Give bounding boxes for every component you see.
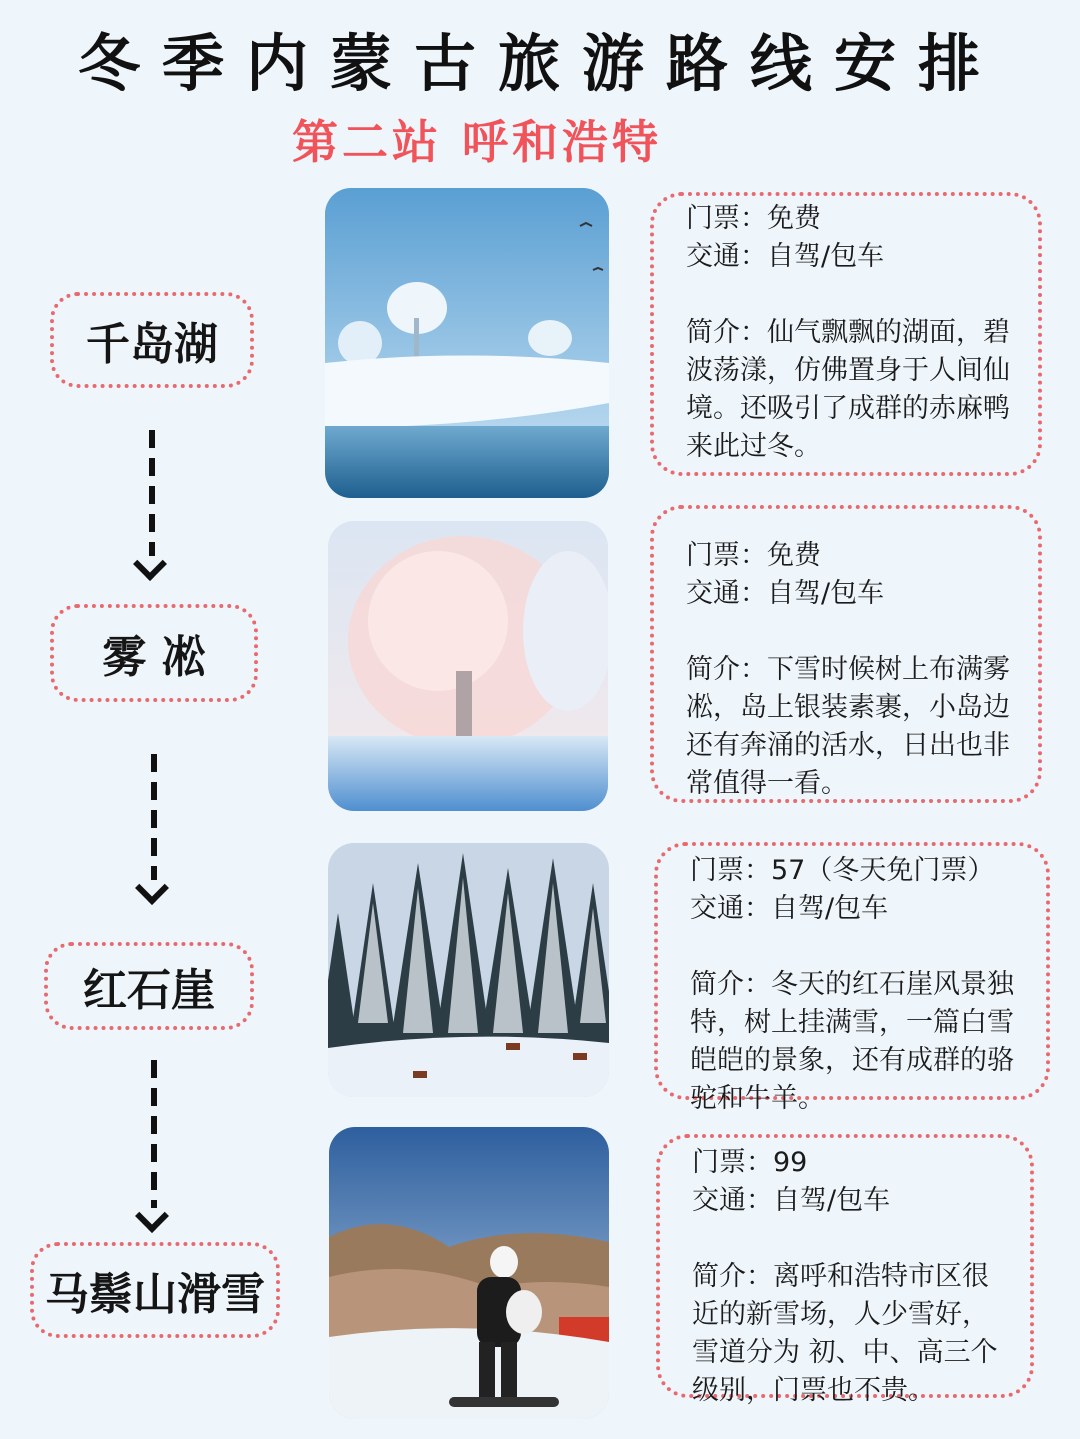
- info-card-mazongshan: [656, 1134, 1034, 1406]
- rime-tree-icon: [328, 521, 608, 811]
- description-text: 简介：冬天的红石崖风景独特，树上挂满雪，一篇白雪皑皑的景象，还有成群的骆驼和牛羊。: [690, 969, 1014, 1114]
- stop-label-qiandaohu: 千岛湖: [50, 292, 254, 388]
- stop-label-mazongshan: 马鬃山滑雪: [30, 1242, 280, 1338]
- ticket-text: 门票：免费: [686, 540, 821, 571]
- ticket-text: 门票：免费: [686, 203, 821, 234]
- arrow-down-icon: [134, 430, 170, 578]
- info-card-hongshiya: [654, 842, 1050, 1114]
- arrow-down-icon: [136, 1060, 172, 1230]
- description-text: 简介：下雪时候树上布满雾凇，岛上银装素裹，小岛边还有奔涌的活水，日出也非常值得一看。: [686, 654, 1010, 799]
- stop-label-hongshiya: 红石崖: [44, 942, 254, 1030]
- frozen-lake-icon: [325, 188, 609, 498]
- info-card-wusong: [650, 505, 1042, 803]
- info-card-qiandaohu: [650, 192, 1042, 476]
- transport-text: 交通：自驾/包车: [686, 241, 885, 272]
- transport-text: 交通：自驾/包车: [686, 578, 885, 609]
- stop-label-wusong: 雾 凇: [50, 604, 258, 702]
- transport-text: 交通：自驾/包车: [690, 893, 889, 924]
- ticket-text: 门票：57（冬天免门票）: [690, 855, 995, 886]
- page-subtitle: 第二站 呼和浩特: [292, 115, 663, 169]
- arrow-down-icon: [136, 754, 172, 902]
- snowy-forest-icon: [328, 843, 609, 1097]
- transport-text: 交通：自驾/包车: [692, 1185, 891, 1216]
- description-text: 简介：仙气飘飘的湖面，碧波荡漾，仿佛置身于人间仙境。还吸引了成群的赤麻鸭来此过冬。: [686, 317, 1010, 462]
- page-title: 冬季内蒙古旅游路线安排: [77, 27, 1002, 100]
- snowboarder-icon: [329, 1127, 609, 1419]
- description-text: 简介：离呼和浩特市区很近的新雪场，人少雪好，雪道分为 初、中、高三个级别，门票也不贵。: [692, 1261, 998, 1406]
- ticket-text: 门票：99: [692, 1147, 808, 1178]
